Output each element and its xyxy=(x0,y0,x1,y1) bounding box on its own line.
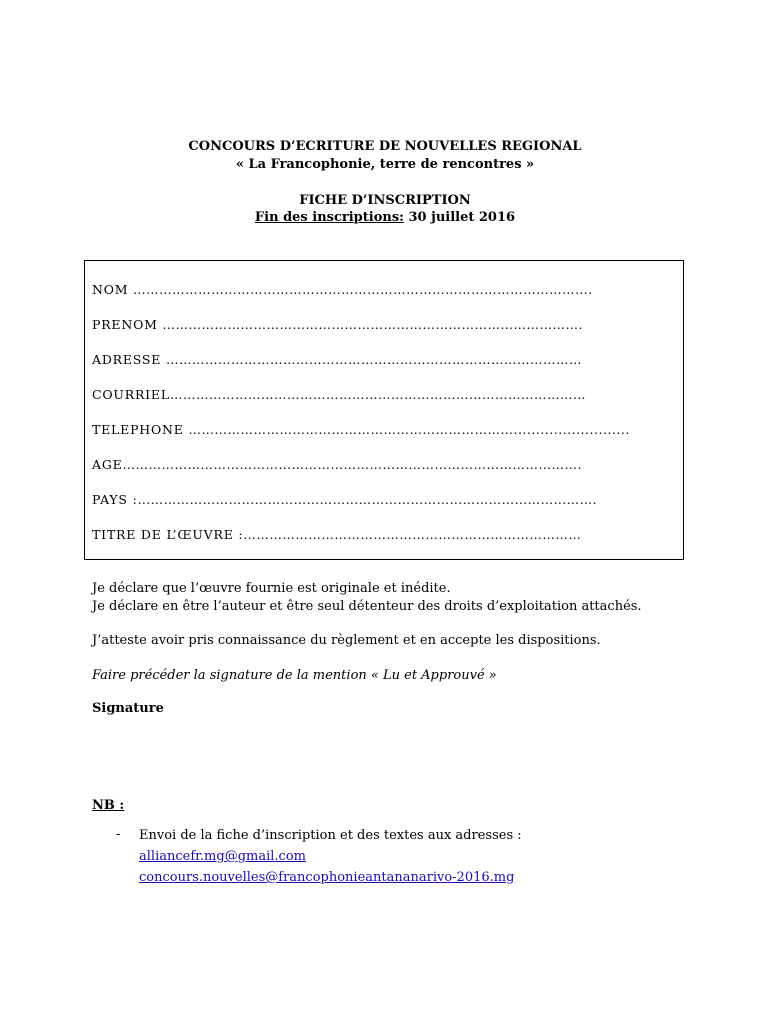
field-age[interactable] xyxy=(92,457,582,473)
contest-title: CONCOURS D’ECRITURE DE NOUVELLES REGIONAL xyxy=(188,139,582,154)
field-dots: ……………………………………………………………………………………………. xyxy=(122,457,583,472)
nb-text: Envoi de la fiche d’inscription et des textes aux adresses : xyxy=(139,828,522,843)
declaration-author: Je déclare en être l’auteur et être seul détenteur des droits d’exploitation attachés. xyxy=(92,599,642,614)
field-label: COURRIEL xyxy=(92,387,170,402)
field-dots: ……………………………………………………………………………………………. xyxy=(133,282,593,297)
field-label: PAYS : xyxy=(92,492,138,507)
field-courriel[interactable] xyxy=(92,387,586,403)
signature-label: Signature xyxy=(92,701,164,716)
field-label: TELEPHONE xyxy=(92,422,189,437)
declaration-original: Je déclare que l’œuvre fournie est originale et inédite. xyxy=(92,581,451,596)
field-dots: …………………………………………………………………………………… xyxy=(166,352,582,367)
field-label: TITRE DE L’ŒUVRE : xyxy=(92,527,244,542)
field-dots: …………………………………………………………………………………… xyxy=(169,387,586,402)
deadline-value: 30 juillet 2016 xyxy=(403,210,516,225)
contest-subtitle: « La Francophonie, terre de rencontres » xyxy=(235,157,535,172)
declaration-rules: J’atteste avoir pris connaissance du règlement et en accepte les dispositions. xyxy=(92,633,601,648)
field-adresse[interactable] xyxy=(92,352,582,368)
signature-mention: Faire précéder la signature de la mention « Lu et Approuvé » xyxy=(92,668,497,683)
field-nom[interactable] xyxy=(92,282,593,298)
field-titre-oeuvre[interactable] xyxy=(92,527,581,543)
email-link-concours[interactable]: concours.nouvelles@francophonieantananarivo-2016.mg xyxy=(139,870,515,885)
field-telephone[interactable] xyxy=(92,422,630,438)
deadline xyxy=(0,209,770,227)
field-label: AGE xyxy=(92,457,123,472)
field-label: NOM xyxy=(92,282,134,297)
field-dots: ……………………………………………………………………………………. xyxy=(162,317,583,332)
field-dots: ………………………………………………………………….......................... xyxy=(188,422,630,437)
field-dots: …………………………………………………………………… xyxy=(243,527,582,542)
field-label: PRENOM xyxy=(92,317,163,332)
email-link-alliance[interactable]: alliancefr.mg@gmail.com xyxy=(139,849,306,864)
field-pays[interactable] xyxy=(92,492,597,508)
field-dots: ……………………………………………………………………………………………. xyxy=(137,492,598,507)
field-prenom[interactable] xyxy=(92,317,583,333)
nb-title: NB : xyxy=(92,798,125,813)
bullet-dash: - xyxy=(116,827,121,842)
form-title: FICHE D’INSCRIPTION xyxy=(299,193,471,208)
deadline-label: Fin des inscriptions: xyxy=(254,210,404,225)
registration-form-box xyxy=(84,260,684,560)
field-label: ADRESSE xyxy=(92,352,166,367)
